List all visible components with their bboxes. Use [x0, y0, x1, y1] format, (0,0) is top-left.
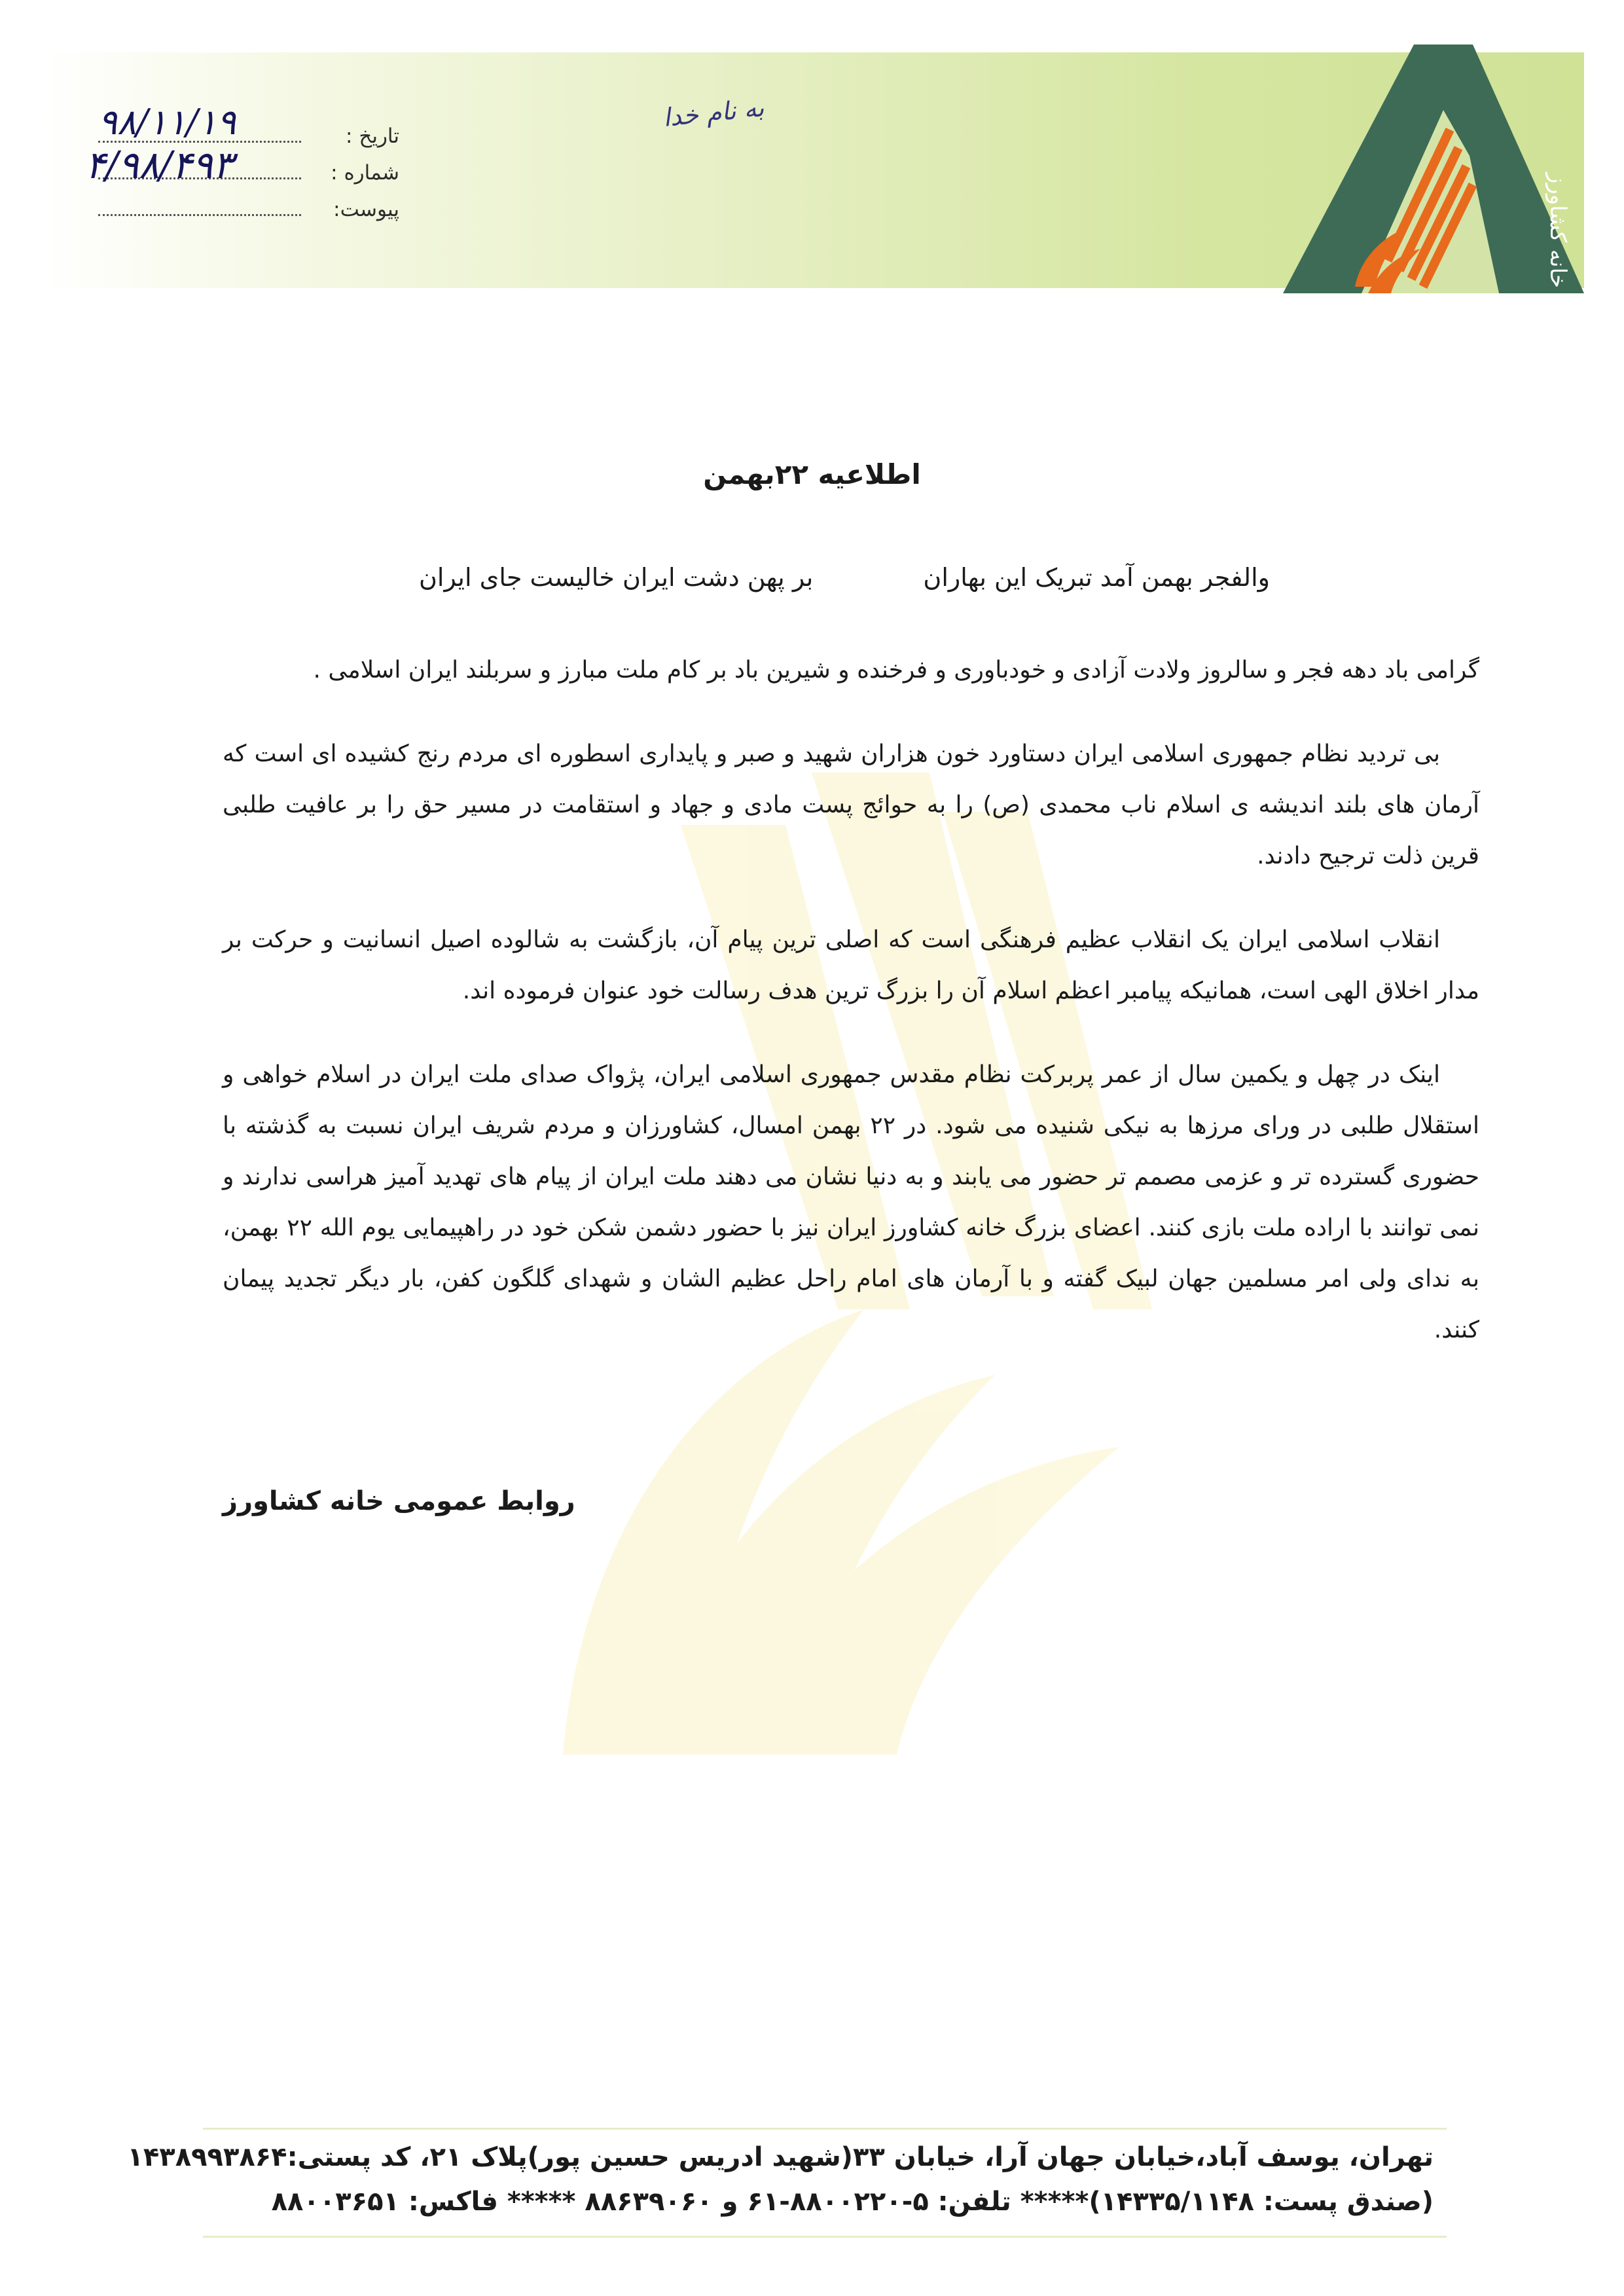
handwritten-note: به نام خدا [661, 93, 766, 132]
poem-hemistich-2: بر پهن دشت ایران خالیست جای ایران [419, 563, 814, 592]
footer-divider-top [203, 2128, 1447, 2130]
date-label: تاریخ : [346, 124, 399, 148]
signature: روابط عمومی خانه کشاورز [223, 1486, 575, 1516]
poem-verse [419, 563, 1270, 602]
attachment-row [92, 185, 399, 221]
footer-divider-bottom [203, 2236, 1447, 2238]
paragraph-1: بی تردید نظام جمهوری اسلامی ایران دستاورد خون هزاران شهید و صبر و پایداری اسطوره ای مردم رنج کشیده ای است که آرمان های بلند اندیشه ی اسلام ناب محمدی (ص) را به حوائج پست مادی و جهاد و استقامت در مسیر حق را بر عافیت طلبی قرین ذلت ترجیح دادند. [223, 740, 1479, 869]
document-title: اطلاعیه ۲۲بهمن [703, 458, 921, 490]
document-body [223, 645, 1479, 1389]
logo-caption: خانه کشاورز [1545, 172, 1571, 288]
attachment-dotted-line [98, 211, 301, 216]
footer-contact: (صندق پست: ۱۴۳۳۵/۱۱۴۸)***** تلفن: ۵-۸۸۰۰۲۲۰-۶۱ و ۸۸۶۳۹۰۶۰ ***** فاکس: ۸۸۰۰۳۶۵۱ [271, 2187, 1434, 2217]
paragraph-3: اینک در چهل و یکمین سال از عمر پربرکت نظام مقدس جمهوری اسلامی ایران، پژواک صدای ملت ایران در اسلام خواهی و استقلال طلبی در ورای مرزها به نیکی شنیده می شود. در ۲۲ بهمن امسال، کشاورزان و مردم شریف ایران نسبت به گذشته با حضوری گسترده تر و عزمی مصمم تر حضور می یابند و به دنیا نشان می دهند ملت ایران از پیام های تهدید آمیز هراسی ندارند و نمی توانند با اراده ملت بازی کنند. اعضای بزرگ خانه کشاورز ایران نیز با حضور دشمن شکن خود در راهپیمایی یوم الله ۲۲ بهمن، به ندای ولی امر مسلمین جهان لبیک گفته و با آرمان های امام راحل عظیم الشان و شهدای گلگون کفن، بار دیگر تجدید پیمان کنند. [223, 1061, 1479, 1343]
handwritten-date: ۹۸/۱۱/۱۹ [98, 101, 236, 143]
paragraph-greeting: گرامی باد دهه فجر و سالروز ولادت آزادی و خودباوری و فرخنده و شیرین باد بر کام ملت مبارز و سربلند ایران اسلامی . [313, 657, 1479, 683]
footer-address: تهران، یوسف آباد،خیابان جهان آرا، خیابان ۳۳(شهید ادریس حسین پور)پلاک ۲۱، کد پستی:۱۴۳۸۹۹۳۸۶۴ [127, 2142, 1434, 2172]
number-label: شماره : [331, 161, 399, 185]
attachment-label: پیوست: [333, 198, 399, 221]
handwritten-number: ۴/۹۸/۴۹۳ [85, 143, 233, 187]
poem-hemistich-1: والفجر بهمن آمد تبریک این بهاران [923, 563, 1270, 592]
paragraph-2: انقلاب اسلامی ایران یک انقلاب عظیم فرهنگی است که اصلی ترین پیام آن، بازگشت به شالوده اصیل انسانیت و حرکت بر مدار اخلاق الهی است، همانیکه پیامبر اعظم اسلام آن را بزرگ ترین هدف رسالت خود عنوان فرموده اند. [223, 926, 1479, 1004]
